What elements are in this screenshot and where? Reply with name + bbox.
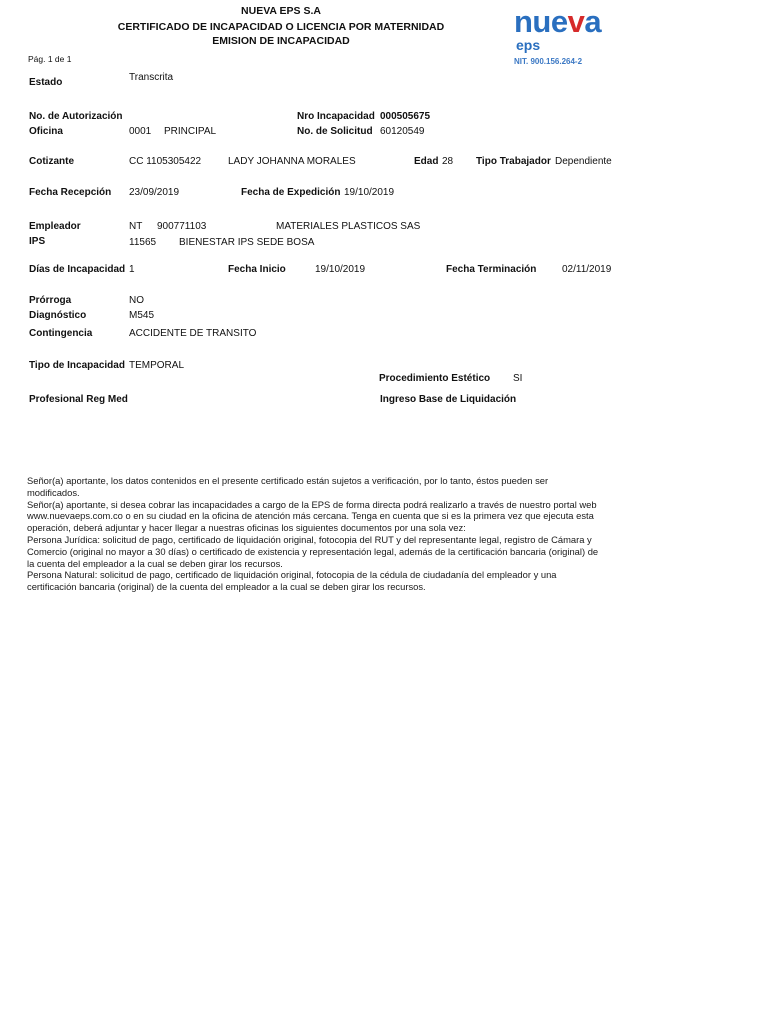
- procedimiento-value: SI: [513, 373, 523, 384]
- solicitud-value: 60120549: [380, 126, 425, 137]
- tipo-trabajador-label: Tipo Trabajador: [476, 156, 551, 167]
- fecha-inicio-value: 19/10/2019: [315, 264, 366, 275]
- fecha-terminacion-label: Fecha Terminación: [446, 264, 537, 275]
- oficina-code: 0001: [129, 126, 152, 137]
- dias-value: 1: [129, 264, 135, 275]
- company-name: NUEVA EPS S.A: [241, 5, 321, 17]
- fecha-recepcion-label: Fecha Recepción: [29, 187, 112, 198]
- logo-text-nue: nue: [514, 4, 568, 39]
- notice-paragraph: Señor(a) aportante, si desea cobrar las incapacidades a cargo de la EPS de forma directa podrá realizarlo a través de nuestro portal web www.nuevaeps.com.co o en su ciudad en la oficina de atención más cercana. Tenga en cuenta que si es la primera vez que ejecuta esta operación, deberá adjuntar y hacer llegar a nuestras oficinas los siguientes documentos por una sola vez:: [27, 498, 597, 534]
- oficina-label: Oficina: [29, 126, 63, 137]
- diagnostico-label: Diagnóstico: [29, 310, 87, 321]
- procedimiento-label: Procedimiento Estético: [379, 373, 491, 384]
- document-title: CERTIFICADO DE INCAPACIDAD O LICENCIA POR MATERNIDAD: [117, 21, 445, 33]
- tipo-incapacidad-label: Tipo de Incapacidad: [29, 360, 125, 371]
- estado-value: Transcrita: [129, 72, 174, 83]
- page-number: Pág. 1 de 1: [28, 54, 72, 64]
- cotizante-label: Cotizante: [29, 156, 74, 167]
- dias-label: Días de Incapacidad: [29, 264, 126, 275]
- prorroga-label: Prórroga: [29, 295, 72, 306]
- notice-paragraph: Persona Natural: solicitud de pago, certificado de liquidación original, fotocopia de la cédula de ciudadanía del empleador y una certificación bancaria (original) de la cuenta del empleador a la cual se deben girar los recursos.: [27, 569, 557, 593]
- tipo-incapacidad-value: TEMPORAL: [129, 360, 185, 371]
- ips-code: 11565: [129, 237, 157, 248]
- contingencia-value: ACCIDENTE DE TRANSITO: [129, 328, 257, 339]
- notice-paragraph: Persona Jurídica: solicitud de pago, certificado de liquidación original, fotocopia del RUT y del representante legal, registro de Cámara y Comercio (original no mayor a 30 días) o certificado de existencia y representación legal, además de la certificación bancaria (original) de la cuenta del empleador a la cual se deben girar los recursos.: [27, 533, 599, 569]
- profesional-label: Profesional Reg Med: [29, 394, 128, 405]
- empleador-type: NT: [129, 221, 143, 232]
- autorizacion-label: No. de Autorización: [29, 111, 123, 122]
- prorroga-value: NO: [129, 295, 144, 306]
- diagnostico-value: M545: [129, 310, 155, 321]
- fecha-expedicion-label: Fecha de Expedición: [241, 187, 341, 198]
- fecha-recepcion-value: 23/09/2019: [129, 187, 180, 198]
- tipo-trabajador-value: Dependiente: [555, 156, 612, 167]
- empleador-name: MATERIALES PLASTICOS SAS: [276, 221, 421, 232]
- document-subtitle: EMISION DE INCAPACIDAD: [212, 35, 350, 47]
- notice-paragraph: Señor(a) aportante, los datos contenidos en el presente certificado están sujetos a verificación, por lo tanto, éstos pueden ser modificados.: [27, 475, 549, 498]
- edad-value: 28: [442, 156, 454, 167]
- nit-number: NIT. 900.156.264-2: [514, 57, 583, 66]
- cotizante-name: LADY JOHANNA MORALES: [228, 156, 356, 167]
- nueva-eps-logo: [514, 4, 601, 40]
- solicitud-label: No. de Solicitud: [297, 126, 373, 137]
- edad-label: Edad: [414, 156, 439, 167]
- nro-incapacidad-label: Nro Incapacidad: [297, 111, 375, 122]
- empleador-label: Empleador: [29, 221, 81, 232]
- notice-text: [27, 475, 602, 593]
- logo-text-eps: eps: [516, 37, 541, 53]
- nro-incapacidad-value: 000505675: [380, 111, 431, 122]
- contingencia-label: Contingencia: [29, 328, 93, 339]
- estado-label: Estado: [29, 77, 63, 88]
- fecha-inicio-label: Fecha Inicio: [228, 264, 286, 275]
- fecha-expedicion-value: 19/10/2019: [344, 187, 395, 198]
- ips-label: IPS: [29, 236, 46, 247]
- oficina-name: PRINCIPAL: [164, 126, 217, 137]
- logo-text-a: a: [584, 4, 602, 39]
- fecha-terminacion-value: 02/11/2019: [562, 264, 612, 275]
- logo-text-v: v: [567, 4, 585, 39]
- ingreso-label: Ingreso Base de Liquidación: [380, 394, 517, 405]
- empleador-id: 900771103: [157, 221, 207, 232]
- ips-name: BIENESTAR IPS SEDE BOSA: [179, 237, 315, 248]
- cotizante-doc: CC 1105305422: [129, 156, 202, 167]
